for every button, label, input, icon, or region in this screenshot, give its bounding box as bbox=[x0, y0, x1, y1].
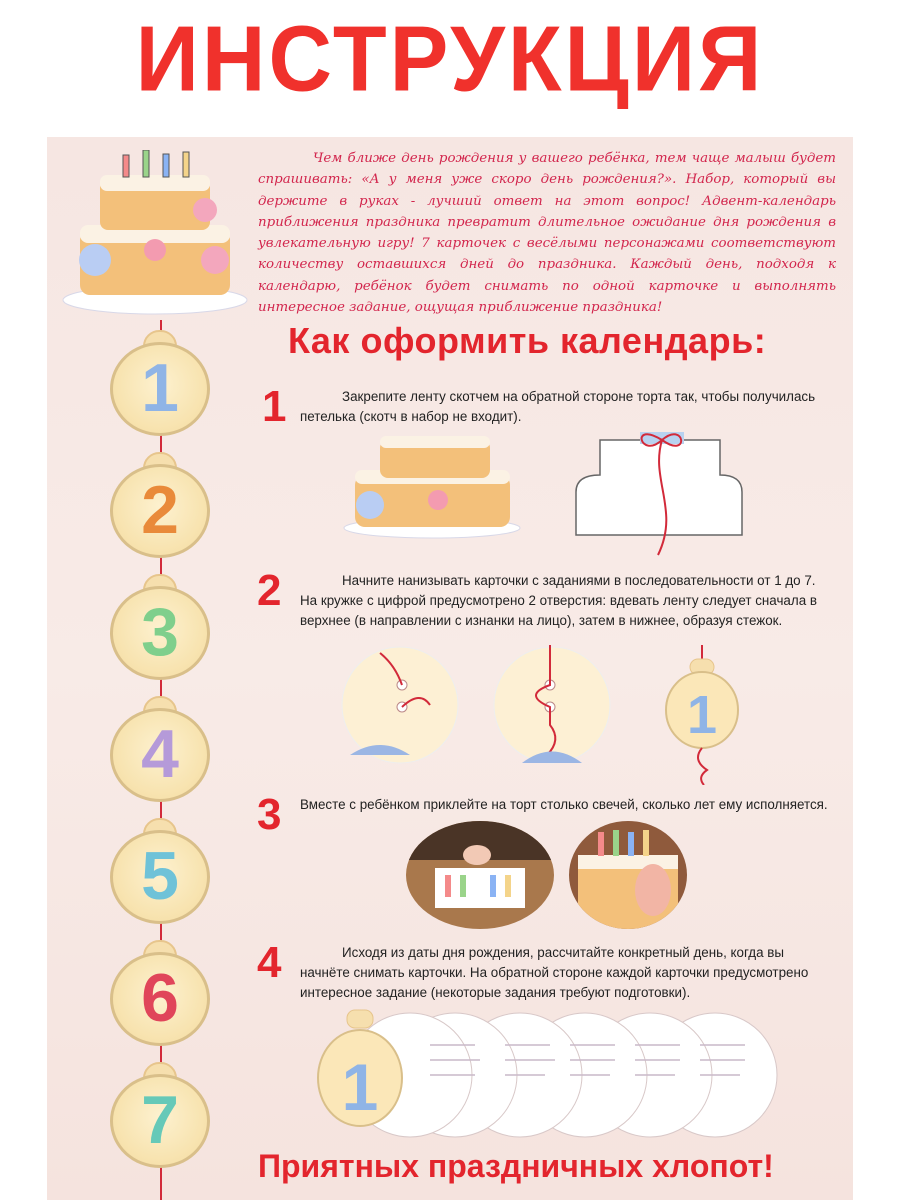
countdown-card bbox=[110, 940, 210, 1046]
card-backs-fan-image bbox=[315, 1000, 785, 1140]
countdown-card bbox=[110, 452, 210, 558]
card-digit: 5 bbox=[141, 838, 179, 914]
step-4-number: 4 bbox=[257, 938, 282, 987]
cake-front-image bbox=[340, 430, 525, 540]
threading-bottom-image bbox=[492, 645, 612, 765]
threaded-card-image bbox=[662, 645, 742, 785]
cake-illustration bbox=[55, 150, 255, 320]
section-heading: Как оформить календарь: bbox=[288, 320, 767, 361]
step-1-number: 1 bbox=[262, 382, 287, 431]
step-2-text: Начните нанизывать карточки с заданиями в последовательности от 1 до 7. На кружке с цифрой предусмотрено 2 отверстия: вдевать ленту следует сначала в верхнее (в направлении с изнанки на лицо), затем в нижнее, образуя стежок. bbox=[300, 573, 817, 628]
countdown-card bbox=[110, 1062, 210, 1168]
step-2-number: 2 bbox=[257, 566, 282, 615]
page-title: ИНСТРУКЦИЯ bbox=[135, 6, 765, 111]
card-digit: 2 bbox=[141, 472, 179, 548]
svg-text:1: 1 bbox=[686, 685, 718, 745]
candles-on-cake-photo bbox=[568, 820, 688, 930]
cake-back-image bbox=[570, 430, 750, 560]
closing-phrase: Приятных праздничных хлопот! bbox=[258, 1148, 774, 1184]
card-digit: 7 bbox=[141, 1082, 179, 1158]
card-digit: 4 bbox=[141, 716, 179, 792]
svg-text:1: 1 bbox=[341, 1050, 379, 1124]
countdown-card bbox=[110, 574, 210, 680]
candle-sticker-photo bbox=[405, 820, 555, 930]
step-3-text: Вместе с ребёнком приклейте на торт столько свечей, сколько лет ему исполняется. bbox=[300, 797, 828, 812]
card-digit: 3 bbox=[141, 594, 179, 670]
countdown-card bbox=[110, 696, 210, 802]
intro-paragraph: Чем ближе день рождения у вашего ребёнка, тем чаще малыш будет спрашивать: «А у меня уже скоро день рождения?». Набор, который вы держите в руках - лучший ответ на этот вопрос! Адвент-календарь приближения праздника превратит длительное ожидание дня рождения в увлекательную игру! 7 карточек с весёлыми персонажами соответствуют количеству оставшихся дней до праздника. Каждый день, подходя к календарю, ребёнок будет снимать по одной карточке и выполнять интересное задание, ощущая приближение праздника! bbox=[258, 151, 836, 316]
card-digit: 6 bbox=[141, 960, 179, 1036]
countdown-card bbox=[110, 330, 210, 436]
step-1-text: Закрепите ленту скотчем на обратной стороне торта так, чтобы получилась петелька (скотч в набор не входит). bbox=[300, 389, 816, 424]
step-4-text: Исходя из даты дня рождения, рассчитайте конкретный день, когда вы начнёте снимать карточки. На обратной стороне каждой карточки предусмотрено интересное задание (некоторые задания требуют подготовки). bbox=[300, 945, 809, 1000]
card-digit: 1 bbox=[141, 350, 179, 426]
threading-top-image bbox=[340, 645, 460, 765]
step-3-number: 3 bbox=[257, 790, 282, 839]
countdown-card bbox=[110, 818, 210, 924]
